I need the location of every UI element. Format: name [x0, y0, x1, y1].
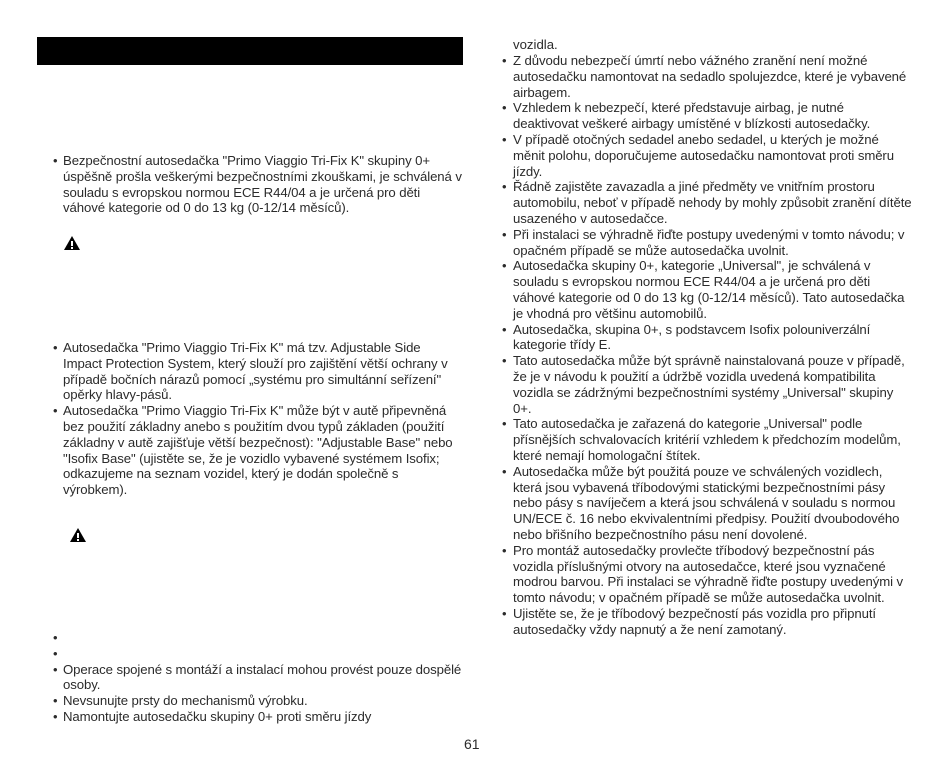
- bullet-text: Autosedačka "Primo Viaggio Tri-Fix K" má tzv. Adjustable Side Impact Protection System, který slouží pro zajištění větší ochrany v případě bočních nárazů pomocí „systému pro simultánní seřízení" opěrky hlavy-pásů.: [63, 340, 448, 403]
- bullet-dot: •: [502, 100, 507, 116]
- bullet-dot: •: [502, 605, 507, 621]
- bullet-item: [500, 100, 913, 132]
- bullet-text: Ujistěte se, že je tříbodový bezpečností pás vozidla pro připnutí autosedačky vždy napnutý a že není zamotaný.: [513, 605, 876, 637]
- bullet-item: [500, 416, 913, 463]
- warning-triangle-icon: [63, 235, 81, 251]
- right-list: [500, 53, 913, 637]
- bullet-item: [500, 353, 913, 416]
- bullet-text: Pro montáž autosedačky provlečte tříbodový bezpečnostní pás vozidla příslušnými otvory na autosedačce, které jsou vyznačené modrou barvou. Při instalaci se výhradně řiďte postupy uvedenými v tomto návodu; v opačném případě se může autosedačka uvolnit.: [513, 542, 903, 606]
- bullet-text: Nevsunujte prsty do mechanismů výrobku.: [63, 693, 308, 709]
- bullet-dot: •: [502, 463, 507, 479]
- bullet-dot: •: [502, 131, 507, 147]
- bullet-item: [500, 606, 913, 638]
- bullet-dot: •: [53, 693, 58, 709]
- bullet-item: [500, 258, 913, 321]
- bullet-item: [37, 646, 463, 662]
- bullet-text: Tato autosedačka je zařazená do kategorie „Universal" podle přísnějších schvalovacích kritérií vzhledem k předchozím modelům, které nemají homologační štítek.: [513, 416, 901, 463]
- section-header-bar: [37, 37, 463, 65]
- bullet-item: [37, 403, 463, 498]
- bullet-item: [37, 662, 463, 694]
- bullet-text: Autosedačka skupiny 0+, kategorie „Universal", je schválená v souladu s evropskou normou ECE R44/04 a je určená pro děti váhové kategorie od 0 do 13 kg (0-12/14 měsíců). Tato autosedačka je vhodná pro většinu automobilů.: [513, 258, 905, 321]
- left-list-2: [37, 340, 463, 498]
- bullet-item: [500, 179, 913, 226]
- left-list-3: [37, 630, 463, 725]
- bullet-dot: •: [53, 630, 58, 645]
- bullet-item: [37, 153, 463, 216]
- bullet-text: Autosedačka, skupina 0+, s podstavcem Isofix polouniverzální kategorie třídy E.: [513, 321, 871, 353]
- bullet-item: [37, 340, 463, 403]
- bullet-dot: •: [502, 353, 507, 369]
- bullet-dot: •: [502, 258, 507, 274]
- bullet-text: Řádně zajistěte zavazadla a jiné předměty ve vnitřním prostoru automobilu, neboť v případě nehody by mohly způsobit zranění dítěte usazeného v autosedačce.: [513, 179, 912, 226]
- bullet-dot: •: [502, 179, 507, 195]
- bullet-dot: •: [53, 708, 58, 724]
- bullet-text: Namontujte autosedačku skupiny 0+ proti směru jízdy: [63, 708, 372, 724]
- bullet-item: [37, 693, 463, 709]
- bullet-text: Tato autosedačka může být správně nainstalovaná pouze v případě, že je v návodu k použití a údržbě vozidla uvedená kompatibilita vozidla se zádržnými bezpečnostními systémy „Universal" skupiny 0+.: [513, 353, 905, 416]
- bullet-dot: •: [53, 661, 58, 677]
- bullet-dot: •: [53, 403, 58, 419]
- bullet-item: [500, 464, 913, 543]
- bullet-text: Z důvodu nebezpečí úmrtí nebo vážného zranění není možné autosedačku namontovat na sedadlo spolujezdce, které je vybavené airbagem.: [513, 53, 907, 100]
- warning-triangle-icon: [69, 527, 87, 543]
- bullet-text: Autosedačka může být použitá pouze ve schválených vozidlech, která jsou vybavená tříbodovými statickými bezpečnostními pásy nebo pásy s navíječem a která jsou schválená v souladu s normou UN/ECE č. 16 nebo ekvivalentními předpisy. Použití dvoubodového nebo břišního bezpečnostního pásu není dovolené.: [513, 463, 900, 542]
- bullet-dot: •: [53, 340, 58, 355]
- bullet-item: [37, 709, 463, 725]
- bullet-dot: •: [53, 153, 58, 168]
- page-number: 61: [464, 736, 480, 752]
- bullet-item: [500, 543, 913, 606]
- bullet-dot: •: [53, 645, 58, 661]
- bullet-item: [500, 53, 913, 100]
- bullet-text: Při instalaci se výhradně řiďte postupy uvedenými v tomto návodu; v opačném případě se může autosedačka uvolnit.: [513, 226, 905, 258]
- bullet-dot: •: [502, 226, 507, 242]
- bullet-dot: •: [502, 321, 507, 337]
- bullet-text: Operace spojené s montáží a instalací mohou provést pouze dospělé osoby.: [63, 661, 462, 693]
- bullet-item: [37, 630, 463, 646]
- bullet-item: [500, 227, 913, 259]
- continuation-text: vozidla.: [513, 37, 558, 52]
- bullet-item: [500, 132, 913, 179]
- bullet-text: Bezpečnostní autosedačka "Primo Viaggio Tri-Fix K" skupiny 0+ úspěšně prošla veškerými bezpečnostními zkouškami, je schválená v souladu s evropskou normou ECE R44/04 a je určená pro děti váhové kategorie od 0 do 13 kg (0-12/14 měsíců).: [63, 153, 462, 216]
- bullet-item: [500, 322, 913, 354]
- bullet-dot: •: [502, 542, 507, 558]
- bullet-text: Autosedačka "Primo Viaggio Tri-Fix K" může být v autě připevněná bez použití základny anebo s použitím dvou typů základen (použití základny v autě zajišťuje větší bezpečnost): "Adjustable Base" nebo "Isofix Base" (ujistěte se, že je vozidlo vybavené systémem Isofix; odkazujeme na seznam vozidel, který je dodán společně s výrobkem).: [63, 403, 453, 498]
- bullet-text: Vzhledem k nebezpečí, které představuje airbag, je nutné deaktivovat veškeré airbagy umístěné v blízkosti autosedačky.: [513, 100, 871, 132]
- bullet-text: V případě otočných sedadel anebo sedadel, u kterých je možné měnit polohu, doporučujeme autosedačku namontovat proti směru jízdy.: [513, 131, 894, 179]
- bullet-dot: •: [502, 416, 507, 432]
- bullet-dot: •: [502, 53, 507, 68]
- left-list-1: [37, 153, 463, 216]
